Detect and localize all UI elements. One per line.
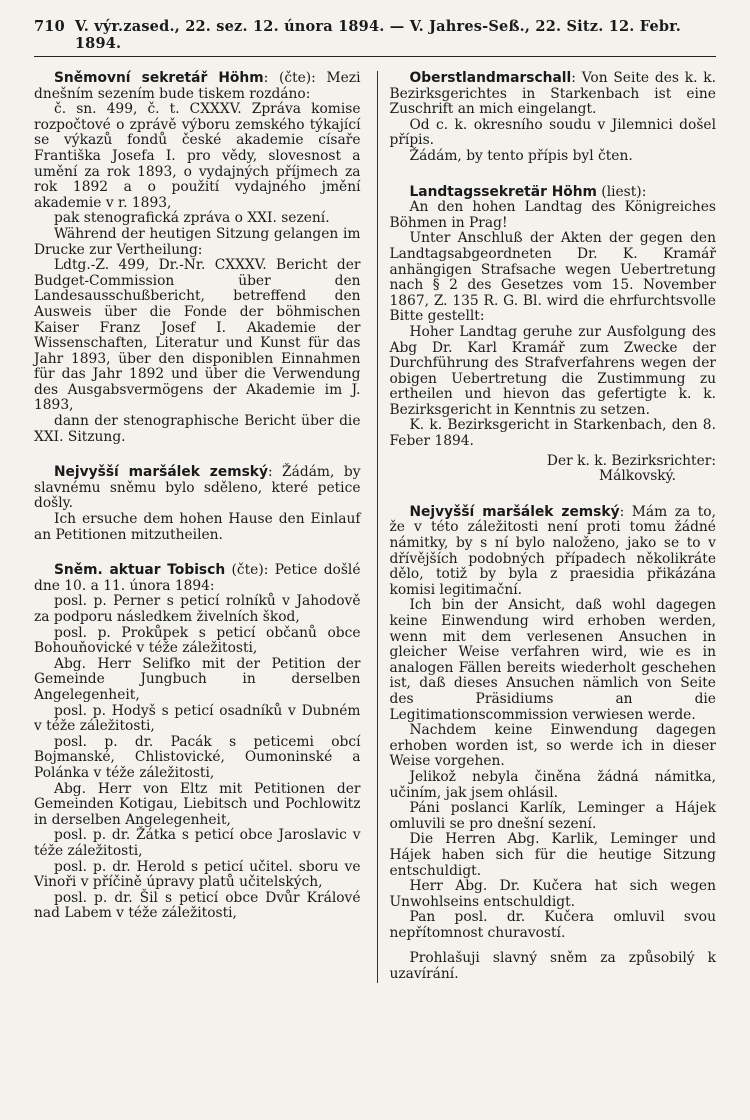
paragraph (34, 227, 361, 258)
paragraph (389, 598, 716, 723)
speaker-name: Nejvyšší maršálek zemský (54, 464, 268, 481)
paragraph (389, 71, 716, 118)
paragraph (34, 828, 361, 859)
paragraph-text: Hoher Landtag geruhe zur Ausfolgung des Abg Dr. Karl Kramář zum Zwecke der Durchführung des Strafverfahrens wegen der obigen Uebertretung die Zustimmung zu ertheilen und hievon das gefertigte k. k. Bezirksgericht in Kenntnis zu setzen. (389, 323, 716, 418)
paragraph (389, 770, 716, 801)
paragraph-text: posl. p. dr. Žátka s peticí obce Jaroslavic v téže záležitosti, (34, 827, 361, 859)
paragraph-text: Abg. Herr von Eltz mit Petitionen der Gemeinden Kotigau, Liebitsch und Pochlowitz in derselben Angelegenheit, (34, 780, 361, 828)
speaker-name: Oberstlandmarschall (409, 70, 572, 86)
paragraph (34, 258, 361, 414)
paragraph (389, 118, 716, 149)
paragraph-text: : Mám za to, že v této záležitosti není proti tomu žádné námitky, by s ní bylo naloženo, jako se to v dřívějších podobných případech několikráte dělo, totiž by byla z praesidia přikázána komisi legitimační. (389, 503, 716, 598)
paragraph (34, 414, 361, 445)
paragraph-text: : Von Seite des k. k. Bezirksgerichtes in Starkenbach ist eine Zuschrift an mich eingelangt. (389, 70, 716, 118)
paragraph-text: Der k. k. Bezirksrichter: (546, 452, 716, 469)
speaker-name: Nejvyšší maršálek zemský (409, 503, 620, 520)
paragraph (389, 910, 716, 941)
paragraph (34, 626, 361, 657)
paragraph (389, 325, 716, 419)
speaker-name: Sněmovní sekretář Höhm (54, 70, 264, 86)
paragraph-text: dann der stenographische Bericht über die XXI. Sitzung. (34, 413, 361, 445)
paragraph (34, 657, 361, 704)
paragraph (389, 200, 716, 231)
paragraph (389, 149, 716, 165)
paragraph (34, 704, 361, 735)
paragraph-text: posl. p. dr. Šil s peticí obce Dvůr Králové nad Labem v téže záležitosti, (34, 889, 361, 922)
paragraph (34, 465, 361, 512)
paragraph (34, 594, 361, 625)
paragraph (34, 860, 361, 891)
paragraph-text: pak stenografická zpráva o XXI. sezení. (54, 210, 330, 227)
paragraph-text: Herr Abg. Dr. Kučera hat sich wegen Unwohlseins entschuldigt. (389, 878, 716, 910)
paragraph (389, 231, 716, 325)
paragraph-text: : Žádám, by slavnému sněmu bylo sděleno, které petice došly. (34, 464, 361, 512)
paragraph-text: : (čte): Mezi dnešním sezením bude tiskem rozdáno: (34, 70, 361, 102)
paragraph (389, 801, 716, 832)
paragraph (34, 102, 361, 211)
paragraph (389, 185, 716, 201)
page-number: 710 (34, 18, 65, 35)
paragraph-text: (liest): (596, 183, 647, 200)
paragraph-text: Páni poslanci Karlík, Leminger a Hájek omluvili se pro dnešní sezení. (389, 800, 716, 832)
paragraph-text: Prohlašuji slavný sněm za způsobilý k uzavírání. (389, 950, 716, 983)
paragraph-text: Unter Anschluß der Akten der gegen den Landtagsabgeordneten Dr. K. Kramář anhängigen Strafsache wegen Uebertretung nach § 2 des Gesetzes vom 15. November 1867, Z. 135 R. G. Bl. wird die ehrfurchtsvolle Bitte gestellt: (389, 230, 716, 325)
paragraph (389, 723, 716, 770)
column-divider (377, 71, 378, 983)
paragraph-text: Pan posl. dr. Kučera omluvil svou nepřítomnost churavostí. (389, 909, 716, 941)
paragraph (34, 71, 361, 102)
speaker-name: Sněm. aktuar Tobisch (54, 562, 226, 579)
paragraph-text: posl. p. Hodyš s peticí osadníků v Dubném v téže záležitosti, (34, 702, 361, 735)
left-column (34, 71, 371, 983)
paragraph-text: Die Herren Abg. Karlik, Leminger und Hájek haben sich für die heutige Sitzung entschuldigt. (389, 831, 716, 879)
paragraph-text: Málkovský. (598, 468, 676, 485)
paragraph (34, 782, 361, 829)
paragraph (389, 832, 716, 879)
paragraph (389, 469, 716, 485)
paragraph-text: č. sn. 499, č. t. CXXXV. Zpráva komise rozpočtové o zprávě výboru zemského týkající se výkazů fondů české akademie císaře Františka Josefa I. pro vědy, slovesnost a umění za rok 1893, o vydajných příjmech za rok 1892 a o použití vydajného jmění akademie v r. 1893, (34, 101, 361, 211)
paragraph (34, 891, 361, 922)
text-columns (34, 71, 716, 983)
paragraph-text: Ich bin der Ansicht, daß wohl dagegen keine Einwendung wird erhoben werden, wenn mit dem verlesenen Ansuchen in gleicher Weise verfahren wird, wie es in analogen Fällen bereits wiederholt geschehen ist, daß dieses Ansuchen nämlich von Seite des Präsidiums an die Legitimationscommission verwiesen werde. (389, 597, 716, 723)
header-text: V. výr.zased., 22. sez. 12. února 1894. — V. Jahres-Seß., 22. Sitz. 12. Febr. 1894. (74, 18, 681, 52)
paragraph-text: posl. p. Prokůpek s peticí občanů obce Bohouňovické v téže záležitosti, (34, 624, 361, 657)
paragraph (34, 563, 361, 594)
paragraph (34, 211, 361, 227)
paragraph (389, 505, 716, 599)
paragraph-text: K. k. Bezirksgericht in Starkenbach, den 8. Feber 1894. (389, 417, 716, 450)
paragraph-text: posl. p. Perner s peticí rolníků v Jahodově za podporu následkem živelních škod, (34, 593, 361, 625)
paragraph (389, 418, 716, 449)
paragraph (34, 512, 361, 543)
page-header (34, 18, 716, 57)
paragraph-text: Žádám, by tento přípis byl čten. (409, 147, 633, 164)
speaker-name: Landtagssekretär Höhm (409, 183, 597, 200)
right-column (383, 71, 716, 983)
paragraph (34, 735, 361, 782)
paragraph-text: posl. p. dr. Pacák s peticemi obcí Bojmanské, Chlistovické, Oumoninské a Polánka v téže záležitosti, (34, 733, 361, 781)
paragraph-text: posl. p. dr. Herold s peticí učitel. sboru ve Vinoři v příčině úpravy platů učitelských, (34, 858, 361, 891)
paragraph-text: An den hohen Landtag des Königreiches Böhmen in Prag! (389, 199, 716, 231)
paragraph-text: Ich ersuche dem hohen Hause den Einlauf an Petitionen mitzutheilen. (34, 511, 361, 543)
paragraph (389, 951, 716, 982)
paragraph-text: Während der heutigen Sitzung gelangen im Drucke zur Vertheilung: (34, 225, 361, 258)
paragraph-text: Ldtg.-Z. 499, Dr.-Nr. CXXXV. Bericht der Budget-Commission über den Landesausschußbericht, betreffend den Ausweis über die Fonde der böhmischen Kaiser Franz Josef I. Akademie der Wissenschaften, Literatur und Kunst für das Jahr 1893, über den disponiblen Einnahmen für das Jahr 1892 und über die Verwendung des Ausgabsvermögens der Akademie im J. 1893, (34, 257, 361, 414)
paragraph-text: Abg. Herr Selifko mit der Petition der Gemeinde Jungbuch in derselben Angelegenheit, (34, 655, 361, 703)
paragraph (389, 454, 716, 470)
paragraph-text: Od c. k. okresního soudu v Jilemnici došel přípis. (389, 116, 716, 149)
paragraph-text: Jelikož nebyla činěna žádná námitka, učiním, jak jsem ohlásil. (389, 768, 716, 801)
paragraph (389, 879, 716, 910)
paragraph-text: Nachdem keine Einwendung dagegen erhoben worden ist, so werde ich in dieser Weise vorgehen. (389, 722, 716, 770)
paragraph-text: (čte): Petice došlé dne 10. a 11. února 1894: (34, 562, 361, 594)
